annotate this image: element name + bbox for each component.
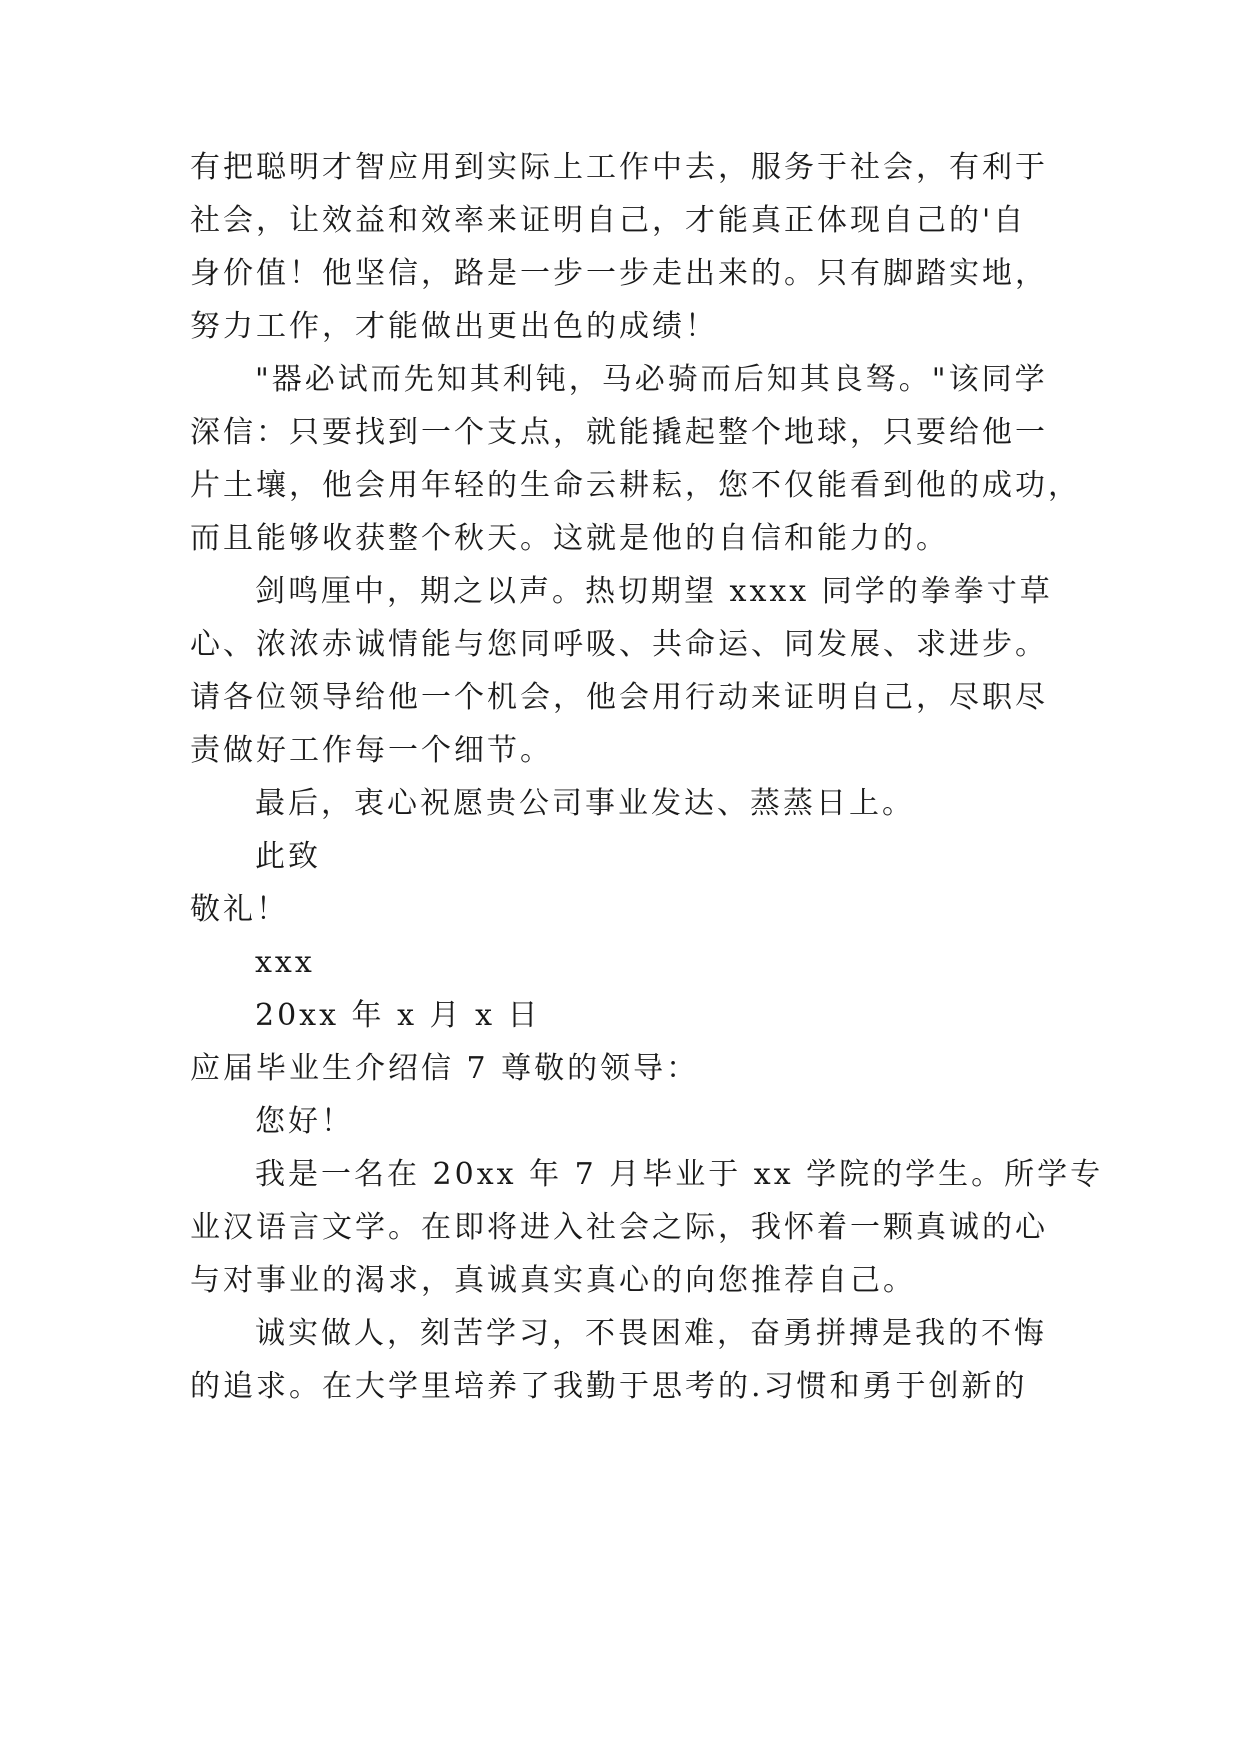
paragraph-start: "器必试而先知其利钝，马必骑而后知其良驽。"该同学 bbox=[255, 362, 1048, 397]
paragraph-start: 我是一名在 20xx 年 7 月毕业于 xx 学院的学生。所学专 bbox=[255, 1157, 1104, 1192]
text-line: 责做好工作每一个细节。 bbox=[190, 733, 553, 768]
text-line: 而且能够收获整个秋天。这就是他的自信和能力的。 bbox=[190, 521, 949, 556]
closing-wish: 最后，衷心祝愿贵公司事业发达、蒸蒸日上。 bbox=[255, 786, 915, 821]
paragraph-start: 剑鸣厘中，期之以声。热切期望 xxxx 同学的拳拳寸草 bbox=[255, 574, 1053, 609]
closing-salutation: 此致 bbox=[255, 839, 321, 874]
signature-date: 20xx 年 x 月 x 日 bbox=[255, 998, 541, 1033]
text-line: 业汉语言文学。在即将进入社会之际，我怀着一颗真诚的心 bbox=[190, 1210, 1048, 1245]
text-line: 请各位领导给他一个机会，他会用行动来证明自己，尽职尽 bbox=[190, 680, 1048, 715]
text-line: 社会，让效益和效率来证明自己，才能真正体现自己的'自 bbox=[190, 203, 1027, 238]
text-line: 身价值！他坚信，路是一步一步走出来的。只有脚踏实地， bbox=[190, 256, 1048, 291]
text-line: 努力工作，才能做出更出色的成绩！ bbox=[190, 309, 718, 344]
letter-heading: 应届毕业生介绍信 7 尊敬的领导： bbox=[190, 1051, 700, 1086]
signature-name: xxx bbox=[255, 945, 315, 980]
text-line: 的追求。在大学里培养了我勤于思考的.习惯和勇于创新的 bbox=[190, 1369, 1028, 1404]
closing-regards: 敬礼！ bbox=[190, 892, 289, 927]
paragraph-start: 诚实做人，刻苦学习，不畏困难，奋勇拼搏是我的不悔 bbox=[255, 1316, 1047, 1351]
text-line: 与对事业的渴求，真诚真实真心的向您推荐自己。 bbox=[190, 1263, 916, 1298]
text-line: 深信：只要找到一个支点，就能撬起整个地球，只要给他一 bbox=[190, 415, 1048, 450]
text-line: 心、浓浓赤诚情能与您同呼吸、共命运、同发展、求进步。 bbox=[190, 627, 1048, 662]
greeting: 您好！ bbox=[255, 1104, 354, 1139]
text-line: 片土壤，他会用年轻的生命云耕耘，您不仅能看到他的成功， bbox=[190, 468, 1081, 503]
text-line: 有把聪明才智应用到实际上工作中去，服务于社会，有利于 bbox=[190, 150, 1048, 185]
